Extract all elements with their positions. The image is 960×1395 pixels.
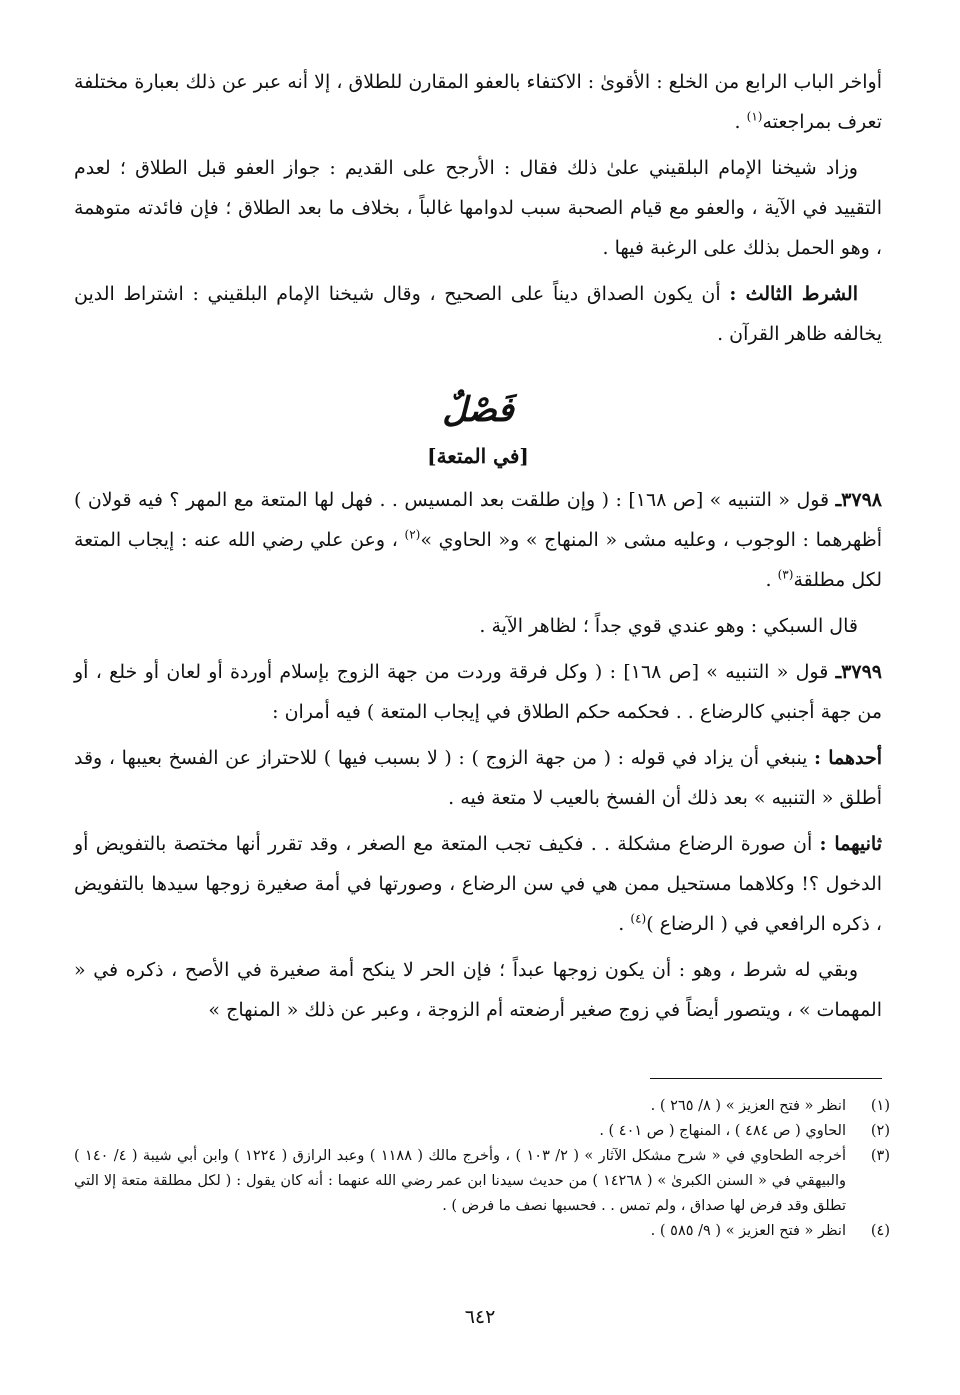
paragraph (74, 738, 882, 818)
main-text (74, 62, 882, 1036)
paragraph-text: أواخر الباب الرابع من الخلع : الأقوىٰ : الاكتفاء بالعفو المقارن للطلاق ، إلا أنه عبر عن ذلك بعبارة مختلفة تعرف بمراجعته (74, 71, 882, 133)
footnote-number: (٢) (870, 1123, 890, 1139)
footnote-number: (٣) (870, 1148, 890, 1164)
paragraph (74, 148, 882, 268)
paragraph-text: قال السبكي : وهو عندي قوي جداً ؛ لظاهر الآية . (479, 615, 858, 637)
paragraph-tail: . (734, 111, 747, 133)
footnote (74, 1219, 890, 1244)
paragraph-tail: . (618, 913, 631, 935)
paragraph (74, 480, 882, 600)
paragraph-text: قول « التنبيه » [ص ١٦٨] : ( وكل فرقة وردت من جهة الزوج بإسلام أوردة أو لعان أو خلع ، أو من جهة أجنبي كالرضاع . . فحكمه حكم الطلاق في إيجاب المتعة ) فيه أمران : (74, 661, 882, 723)
paragraph (74, 824, 882, 944)
paragraph-text: أن يكون الصداق ديناً على الصحيح ، وقال شيخنا الإمام البلقيني : اشتراط الدين يخالفه ظاهر القرآن . (74, 283, 882, 345)
footnote-number: (١) (870, 1098, 890, 1114)
footnote-number: (٤) (870, 1223, 890, 1239)
footnote-text: انظر « فتح العزيز » ( ٩/ ٥٨٥ ) . (650, 1223, 846, 1239)
paragraph-text: وبقي له شرط ، وهو : أن يكون زوجها عبداً ؛ فإن الحر لا ينكح أمة صغيرة في الأصح ، ذكره في « المهمات » ، ويتصور أيضاً في زوج صغير أرضعته أم الزوجة ، وعبر عن ذلك « المنهاج » (74, 959, 882, 1021)
footnote-marker: (١) (746, 109, 763, 124)
paragraph-lead: أحدهما : (814, 747, 883, 769)
paragraph (74, 274, 882, 354)
footnotes (74, 1094, 890, 1244)
page-number: ٦٤٢ (464, 1306, 496, 1328)
paragraph-lead: ٣٧٩٨ـ (835, 489, 882, 511)
paragraph (74, 62, 882, 142)
footnote-marker: (٤) (630, 911, 647, 926)
paragraph-lead: ٣٧٩٩ـ (835, 661, 882, 683)
paragraph-lead: الشرط الثالث : (729, 283, 858, 305)
paragraph (74, 950, 882, 1030)
paragraph-text: قول « التنبيه » [ص ١٦٨] : ( وإن طلقت بعد المسيس . . فهل لها المتعة مع المهر ؟ فيه قولان ) أظهرهما : الوجوب ، وعليه مشى « المنهاج » و« الحاوي » (74, 489, 883, 551)
paragraph-end: . (765, 569, 778, 591)
paragraph-lead: ثانيهما : (819, 833, 882, 855)
footnote (74, 1094, 890, 1119)
paragraph-tail: ، وعن علي رضي الله عنه : إيجاب المتعة لكل مطلقة (74, 529, 882, 591)
footnote-marker: (٢) (404, 527, 421, 542)
footnote-text: أخرجه الطحاوي في « شرح مشكل الآثار » ( ٢/ ١٠٣ ) ، وأخرج مالك ( ١١٨٨ ) وعبد الرازق ( ١٢٢٤ ) وابن أبي شيبة ( ٤/ ١٤٠ ) والبيهقي في « السنن الكبرىٰ » ( ١٤٢٦٨ ) من حديث سيدنا ابن عمر رضي الله عنهما : أنه كان يقول : ( لكل مطلقة متعة إلا التي تطلق وقد فرض لها صداق ، ولم تمس . . فحسبها نصف ما فرض ) . (74, 1148, 846, 1214)
paragraph-text: وزاد شيخنا الإمام البلقيني علىٰ ذلك فقال : الأرجح على القديم : جواز العفو قبل الطلاق ؛ لعدم التقييد في الآية ، والعفو مع قيام الصحبة سبب لدوامها غالباً ، بخلاف ما بعد الطلاق ؛ فإن فائدته متوهمة ، وهو الحمل بذلك على الرغبة فيها . (74, 157, 882, 259)
footnote-marker: (٣) (777, 567, 794, 582)
paragraph-text: أن صورة الرضاع مشكلة . . فكيف تجب المتعة مع الصغر ، وقد تقرر أنها مختصة بالتفويض أو الدخول ؟! وكلاهما مستحيل ممن هي في سن الرضاع ، وصورتها في أمة صغيرة زوجها سيدها بالتفويض ، ذكره الرافعي في ( الرضاع ) (74, 833, 882, 935)
paragraph-text: ينبغي أن يزاد في قوله : ( من جهة الزوج ) : ( لا بسبب فيها ) للاحتراز عن الفسخ بعيبها ، وقد أطلق « التنبيه » بعد ذلك أن الفسخ بالعيب لا متعة فيه . (74, 747, 882, 809)
footnote-divider (650, 1078, 882, 1079)
footnote (74, 1119, 890, 1144)
footnote-text: الحاوي ( ص ٤٨٤ ) ، المنهاج ( ص ٤٠١ ) . (599, 1123, 846, 1139)
paragraph (74, 606, 882, 646)
footnote-text: انظر « فتح العزيز » ( ٨/ ٢٦٥ ) . (650, 1098, 846, 1114)
footnote (74, 1144, 890, 1219)
paragraph (74, 652, 882, 732)
section-ornament: فَصْلٌ (442, 390, 514, 430)
section-title: [في المتعة] (427, 444, 529, 468)
